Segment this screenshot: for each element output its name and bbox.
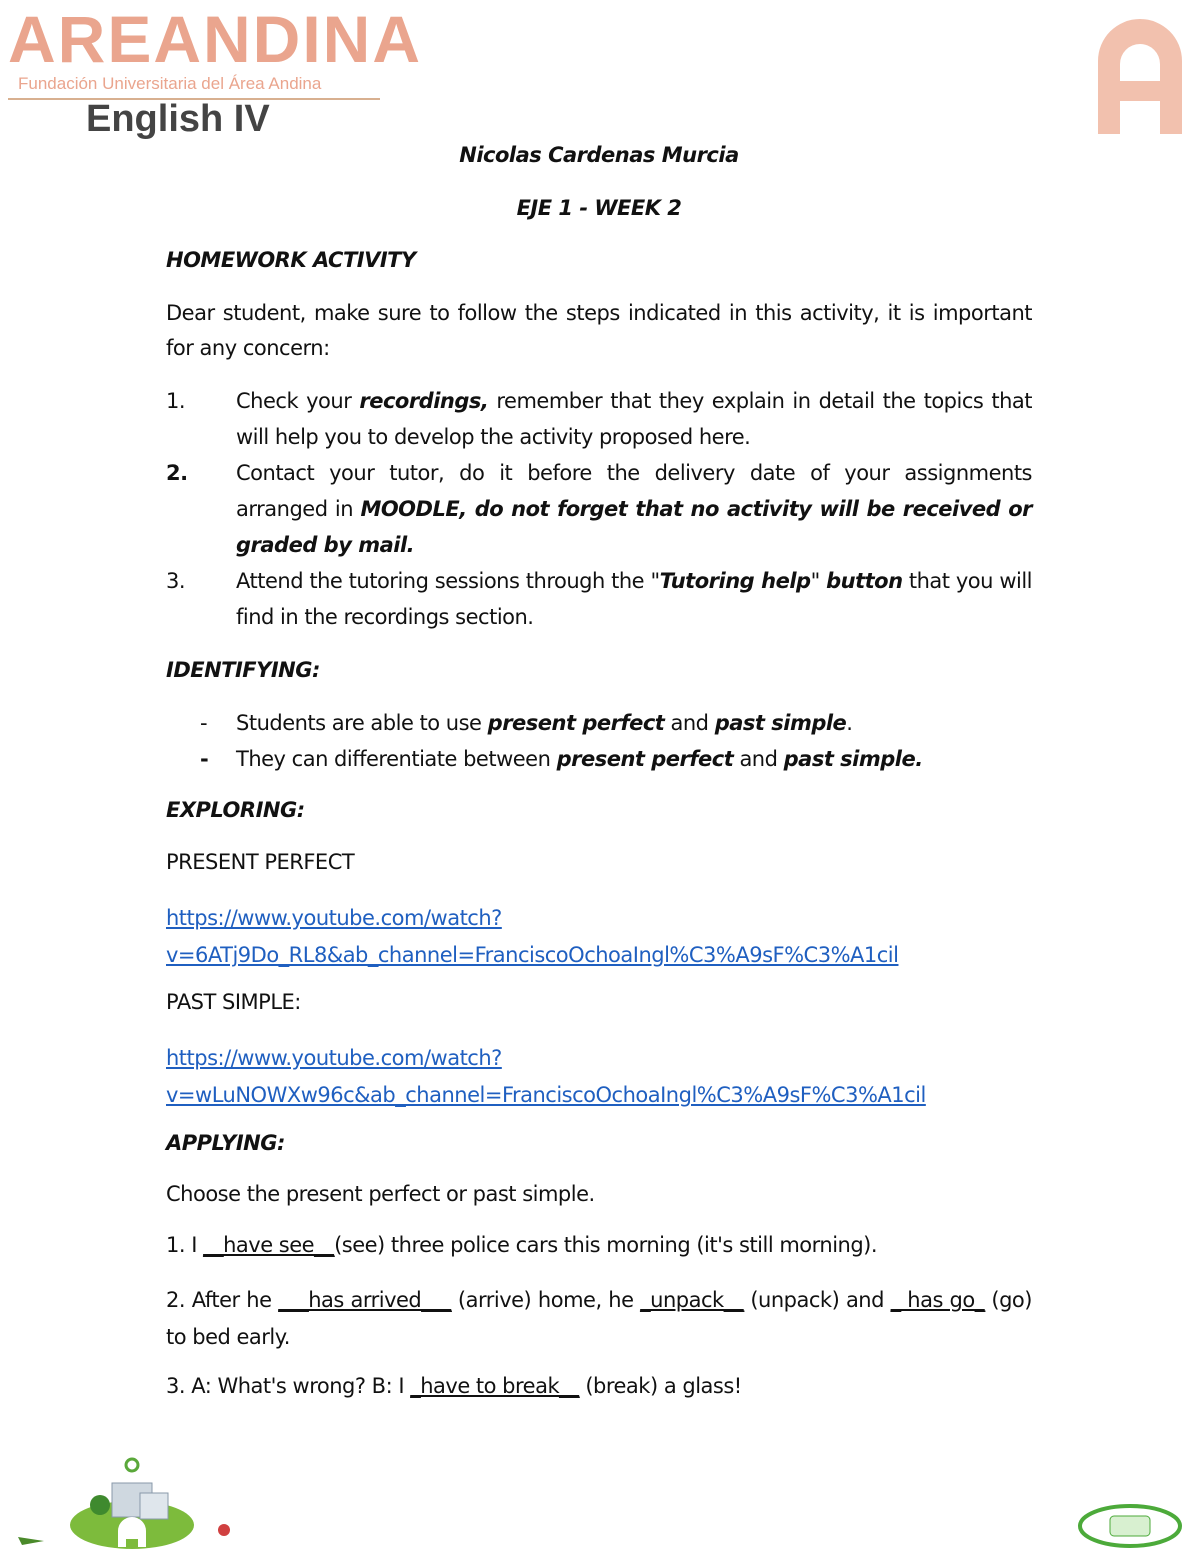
question-2: 2. After he ___has arrived___ (arrive) home, he _unpack__ (unpack) and _ has go_ (go) to bed early. xyxy=(166,1288,1032,1349)
steps-list xyxy=(166,383,1032,635)
present-perfect-link-block xyxy=(166,900,1032,974)
list-item xyxy=(166,383,1032,455)
campus-illustration-icon xyxy=(14,1455,244,1550)
areandina-emblem-icon xyxy=(1088,6,1192,136)
answer: _unpack__ xyxy=(640,1288,744,1312)
item-number: 2. xyxy=(166,461,188,485)
answer: ___has arrived___ xyxy=(278,1288,452,1312)
item-text: Attend the tutoring sessions through the "Tutoring help" button that you will find in the recordings section. xyxy=(236,569,1032,629)
exploring-heading: EXPLORING: xyxy=(166,798,305,822)
applying-heading: APPLYING: xyxy=(166,1131,285,1155)
list-item xyxy=(166,563,1032,635)
recycling-emblem-icon xyxy=(1075,1498,1185,1550)
author-name: Nicolas Cardenas Murcia xyxy=(459,143,739,167)
past-simple-label: PAST SIMPLE: xyxy=(166,990,301,1014)
intro-paragraph: Dear student, make sure to follow the steps indicated in this activity, it is important for any concern: xyxy=(166,301,1032,360)
logo-subtitle: Fundación Universitaria del Área Andina xyxy=(8,74,380,100)
present-perfect-label: PRESENT PERFECT xyxy=(166,850,355,874)
present-perfect-video-link[interactable]: https://www.youtube.com/watch? v=6ATj9Do_RL8&ab_channel=FranciscoOchoaIngl%C3%A9sF%C3%A1cil xyxy=(166,906,899,967)
identifying-heading: IDENTIFYING: xyxy=(166,658,320,682)
logo-wordmark: AREANDINA xyxy=(8,2,422,76)
identifying-list xyxy=(166,705,1032,777)
question-1: 1. I __have see__(see) three police cars this morning (it's still morning). xyxy=(166,1233,878,1257)
answer: __have see__ xyxy=(203,1233,335,1257)
past-simple-link-block xyxy=(166,1040,1066,1114)
item-number: 3. xyxy=(166,569,186,593)
areandina-logo xyxy=(8,2,422,100)
list-item xyxy=(166,455,1032,563)
question-3: 3. A: What's wrong? B: I _have to break__ (break) a glass! xyxy=(166,1374,742,1398)
past-simple-video-link[interactable]: https://www.youtube.com/watch? v=wLuNOWXw96c&ab_channel=FranciscoOchoaIngl%C3%A9sF%C3%A1cil xyxy=(166,1046,926,1107)
item-text: Check your recordings, remember that they explain in detail the topics that will help you to develop the activity proposed here. xyxy=(236,389,1032,449)
answer: _have to break__ xyxy=(410,1374,580,1398)
exercise-instruction: Choose the present perfect or past simple. xyxy=(166,1182,595,1206)
item-number: 1. xyxy=(166,389,186,413)
list-item: - Students are able to use present perfect and past simple. xyxy=(200,711,853,735)
item-text: Contact your tutor, do it before the delivery date of your assignments arranged in MOODLE, do not forget that no activity will be received or graded by mail. xyxy=(236,461,1032,557)
list-item: - They can differentiate between present perfect and past simple. xyxy=(200,747,923,771)
homework-heading: HOMEWORK ACTIVITY xyxy=(166,248,416,272)
answer: _ has go_ xyxy=(890,1288,985,1312)
course-title: English IV xyxy=(86,98,270,140)
week-label: EJE 1 - WEEK 2 xyxy=(516,196,682,220)
